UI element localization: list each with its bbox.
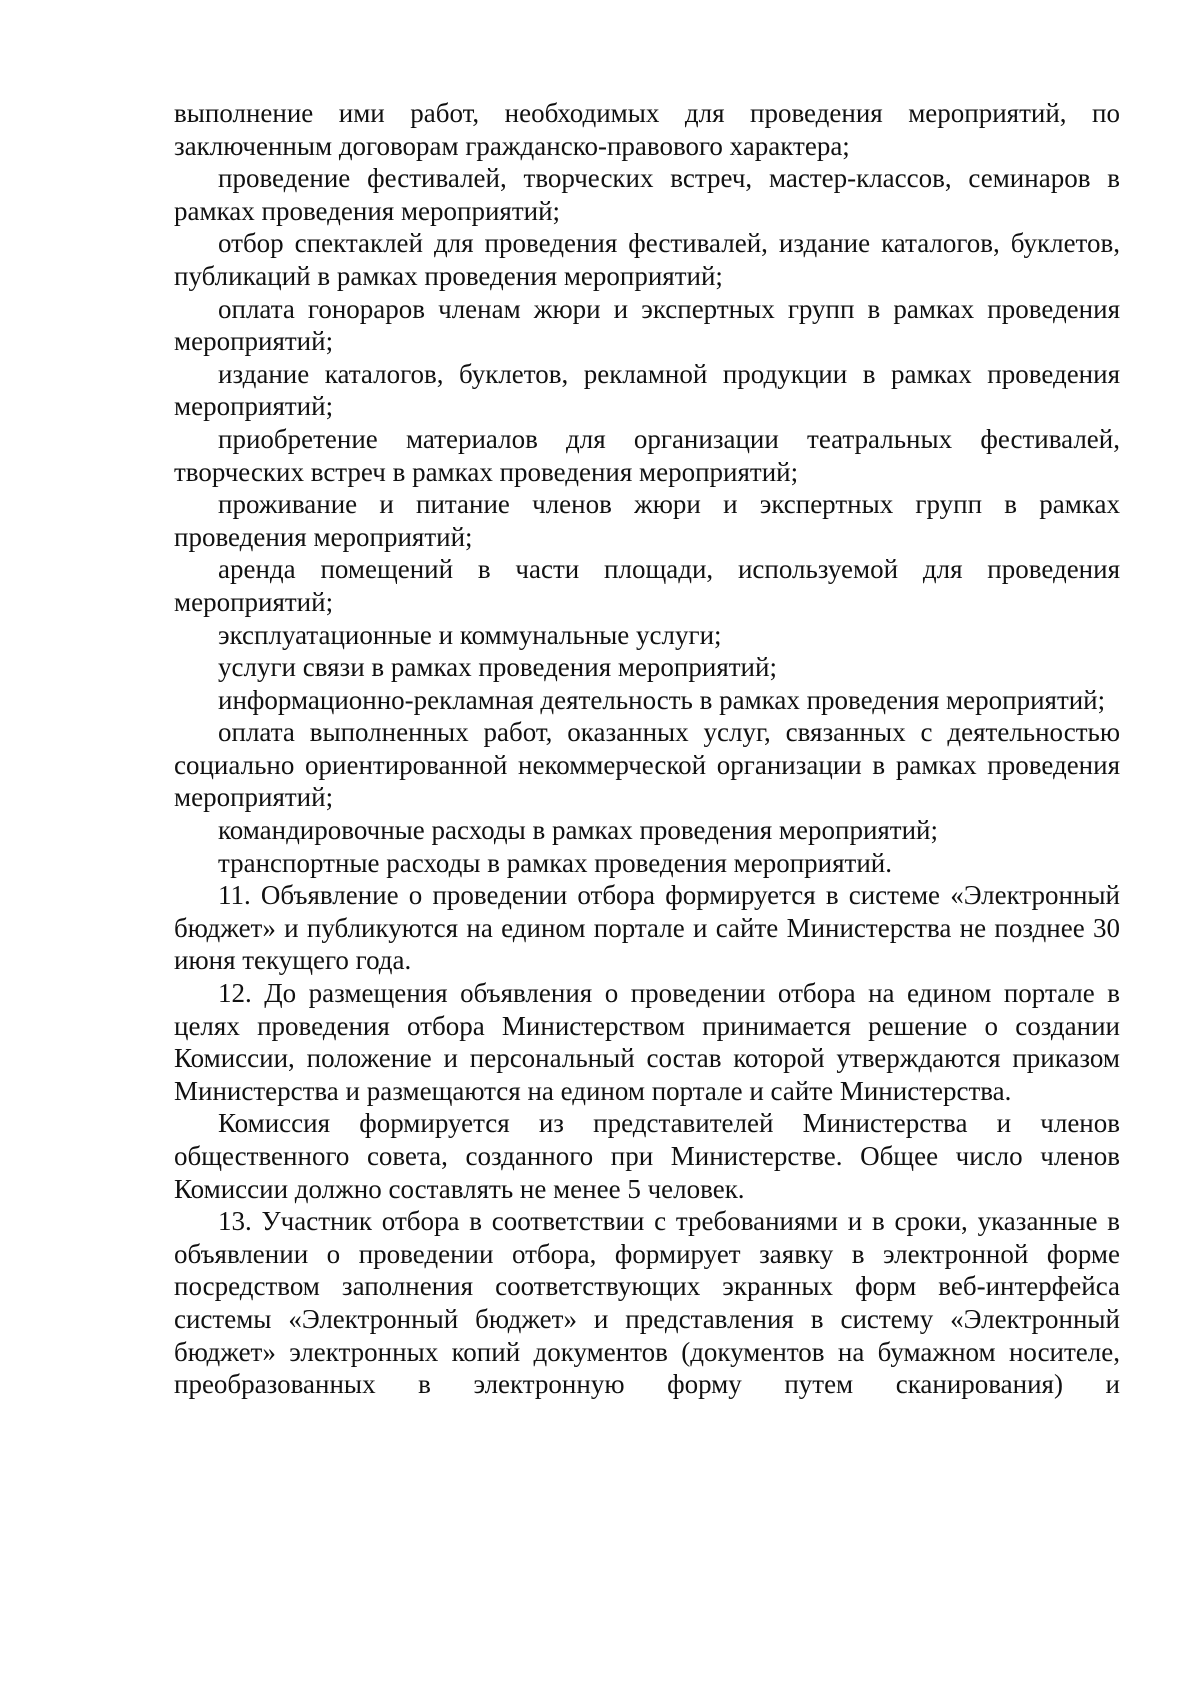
paragraph-list-item: аренда помещений в части площади, используемой для проведения мероприятий; [174,554,1120,617]
paragraph-item-12: 12. До размещения объявления о проведении отбора на едином портале в целях проведения отбора Министерством принимается решение о создании Комиссии, положение и персональный состав которой утверждаются приказом Министерства и размещаются на едином портале и сайте Министерства. [174,978,1120,1106]
paragraph-commission: Комиссия формируется из представителей Министерства и членов общественного совета, созданного при Министерстве. Общее число членов Комиссии должно составлять не менее 5 человек. [174,1108,1120,1204]
paragraph-list-item: командировочные расходы в рамках проведения мероприятий; [218,815,939,846]
paragraph-list-item: транспортные расходы в рамках проведения мероприятий. [218,847,892,878]
paragraph-list-item: приобретение материалов для организации театральных фестивалей, творческих встреч в рамках проведения мероприятий; [174,423,1120,487]
paragraph-item-11: 11. Объявление о проведении отбора формируется в системе «Электронный бюджет» и публикуются на едином портале и сайте Министерства не позднее 30 июня текущего года. [174,880,1120,976]
paragraph-item-13: 13. Участник отбора в соответствии с требованиями и в сроки, указанные в объявлении о проведении отбора, формирует заявку в электронной форме посредством заполнения соответствующих экранных форм веб-интерфейса системы «Электронный бюджет» и представления в систему «Электронный бюджет» электронных копий документов (документов на бумажном носителе, преобразованных в электронную форму путем сканирования) и [174,1206,1120,1400]
paragraph-list-item: проведение фестивалей, творческих встреч, мастер-классов, семинаров в рамках проведения мероприятий; [174,163,1120,226]
document-body [174,97,1120,1401]
paragraph-list-item: оплата гонораров членам жюри и экспертных групп в рамках проведения мероприятий; [174,293,1120,357]
paragraph-list-item: эксплуатационные и коммунальные услуги; [218,619,722,650]
paragraph-list-item: информационно-рекламная деятельность в рамках проведения мероприятий; [218,684,1106,715]
paragraph-list-item: услуги связи в рамках проведения мероприятий; [218,652,777,683]
paragraph-list-item: проживание и питание членов жюри и экспертных групп в рамках проведения мероприятий; [174,489,1120,552]
paragraph-continuation: выполнение ими работ, необходимых для проведения мероприятий, по заключенным договорам гражданско-правового характера; [174,98,1120,161]
paragraph-list-item: отбор спектаклей для проведения фестивалей, издание каталогов, буклетов, публикаций в рамках проведения мероприятий; [174,228,1120,291]
paragraph-list-item: издание каталогов, буклетов, рекламной продукции в рамках проведения мероприятий; [174,358,1120,422]
paragraph-list-item: оплата выполненных работ, оказанных услуг, связанных с деятельностью социально ориентированной некоммерческой организации в рамках проведения мероприятий; [174,717,1120,813]
